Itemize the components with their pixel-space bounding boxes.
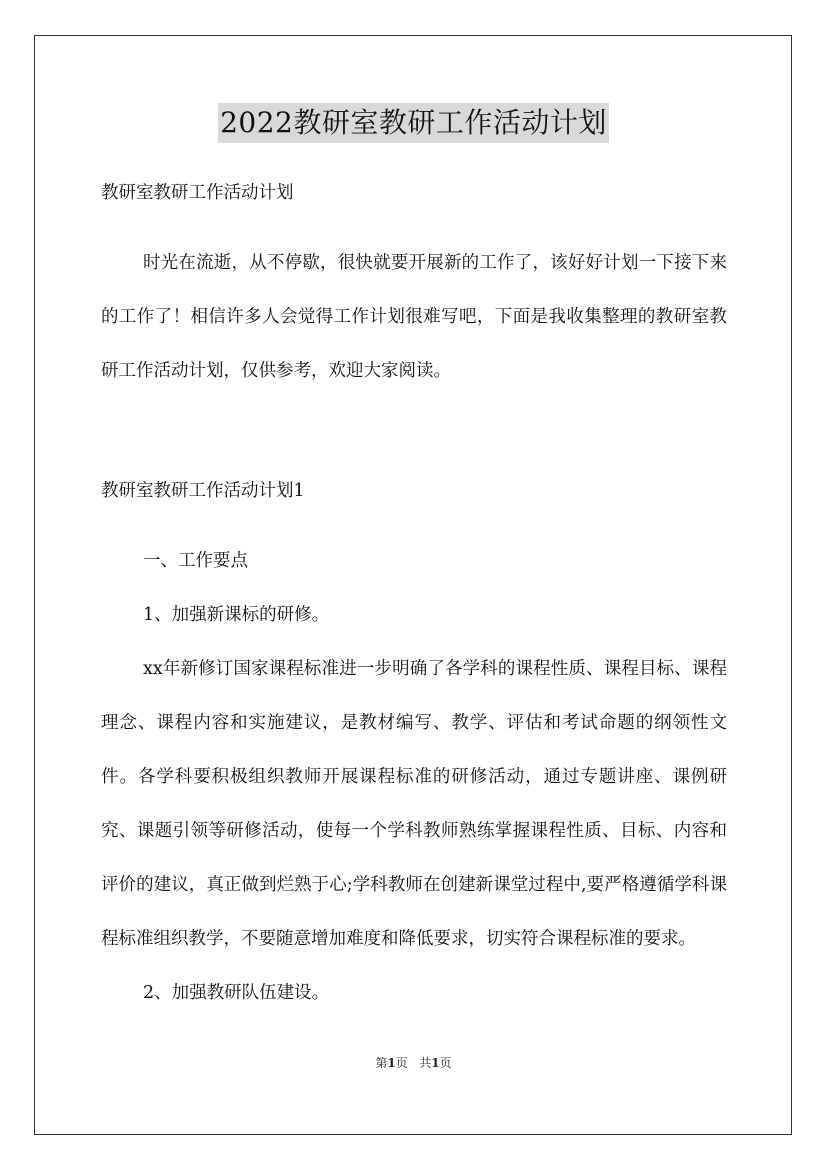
footer-page-number: 1 bbox=[387, 1056, 396, 1070]
title-wrapper bbox=[0, 103, 827, 143]
item-1-heading: 1、加强新课标的研修。 bbox=[143, 605, 330, 625]
intro-paragraph: 时光在流逝，从不停歇，很快就要开展新的工作了，该好好计划一下接下来的工作了！相信许多人会觉得工作计划很难写吧，下面是我收集整理的教研室教研工作活动计划，仅供参考，欢迎大家阅读。 bbox=[101, 253, 727, 381]
page-footer bbox=[0, 1054, 827, 1072]
spacer bbox=[101, 506, 727, 534]
document-title: 2022教研室教研工作活动计划 bbox=[218, 103, 609, 143]
document-subtitle: 教研室教研工作活动计划 bbox=[101, 183, 294, 203]
heading-work-points: 一、工作要点 bbox=[143, 551, 248, 571]
section-title: 教研室教研工作活动计划1 bbox=[101, 481, 305, 501]
footer-page-suffix: 页 bbox=[395, 1056, 408, 1070]
footer-total-prefix: 共 bbox=[419, 1056, 432, 1070]
footer-total-suffix: 页 bbox=[439, 1056, 452, 1070]
footer-total-number: 1 bbox=[431, 1056, 440, 1070]
item-1-body: xx年新修订国家课程标准进一步明确了各学科的课程性质、课程目标、课程理念、课程内容和实施建议，是教材编写、教学、评估和考试命题的纲领性文件。各学科要积极组织教师开展课程标准的研修活动，通过专题讲座、课例研究、课题引领等研修活动，使每一个学科教师熟练掌握课程性质、目标、内容和评价的建议，真正做到烂熟于心;学科教师在创建新课堂过程中,要严格遵循学科课程标准组织教学，不要随意增加难度和降低要求，切实符合课程标准的要求。 bbox=[101, 659, 727, 949]
spacer bbox=[101, 398, 727, 476]
document-body bbox=[101, 178, 727, 1020]
item-2-heading: 2、加强教研队伍建设。 bbox=[143, 983, 330, 1003]
footer-page-prefix: 第 bbox=[375, 1056, 388, 1070]
spacer bbox=[101, 208, 727, 236]
